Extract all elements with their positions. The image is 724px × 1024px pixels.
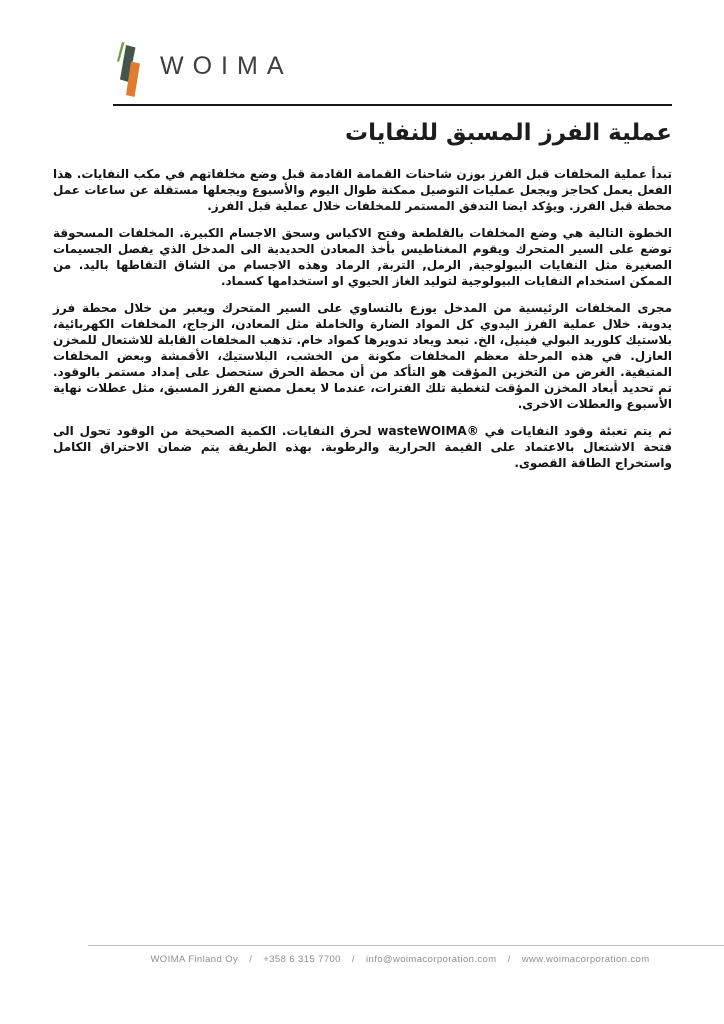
footer-separator: / xyxy=(249,954,253,965)
logo-wordmark: WOIMA xyxy=(160,52,293,80)
paragraph-manual-sorting: مجرى المخلفات الرئيسية من المدخل يوزع بالتساوي على السير المتحرك ويعبر من خلال محطة فرز يدوية. خلال عملية الفرز اليدوي كل المواد الضارة والخاملة مثل المعادن، الزجاج، المخلفات الكهربائية، بلاستيك كلوريد البولي فينيل، الخ. تبعد ويعاد تدويرها كمواد خام. تذهب المخلفات القابلة للاشتعال للمخزن العازل. في هذه المرحلة معظم المخلفات مكونة من الخشب، البلاستيك، الأقمشة وبعض المخلفات المتبقية. الغرض من التخزين المؤقت هو التأكد من أن محطة الحرق ستحصل على إمداد مستمر بالوقود. تم تحديد أبعاد المخزن المؤقت لتغطية تلك الفترات، عندما لا يعمل مصنع الفرز المسبق، مثل عطلات نهاية الأسبوع والعطلات الاخرى. xyxy=(53,301,672,411)
logo-leaf-green xyxy=(117,42,125,62)
header-divider xyxy=(113,104,672,106)
footer-phone: +358 6 315 7700 xyxy=(263,954,341,965)
footer-email: info@woimacorporation.com xyxy=(366,954,497,965)
woima-logo xyxy=(117,42,317,102)
footer-divider xyxy=(88,945,724,946)
footer-company: WOIMA Finland Oy xyxy=(150,954,239,965)
footer-separator: / xyxy=(351,954,355,965)
paragraph-fuel-feeding: ثم يتم تعبئة وقود النفايات في wasteWOIMA®‎ لحرق النفايات. الكمية الصحيحة من الوقود تحول الى فتحة الاشتعال بالاعتماد على القيمة الحرارية والرطوبة. بهذه الطريقة يتم ضمان الاحتراق الكامل واستخراج الطاقة القصوى. xyxy=(53,424,672,470)
woima-logo-icon xyxy=(117,42,147,98)
article xyxy=(53,116,672,482)
footer-contact xyxy=(80,954,720,965)
paragraph-shredding: الخطوة التالية هي وضع المخلفات بالقلطعة وفتح الاكياس وسحق الاجسام الكبيرة. المخلفات المسحوقة توضع على السير المتحرك ويقوم المغناطيس بأخذ المعادن الحديدية الى المدخل الذي يفصل الجسيمات الصغيرة مثل النفايات البيولوجية, الرمل, التربة, الرماد وهذه الاجسام من الشاق التقاطها باليد. من الممكن استخدام النفايات البيولوجية لتوليد الغاز الحيوي او استخدامها كسماد. xyxy=(53,226,672,288)
paragraph-intro: تبدأ عملية المخلفات قبل الفرز بوزن شاحنات القمامة القادمة قبل وضع مخلفاتهم في مكب النفايات. هذا الفعل يعمل كحاجز ويجعل عمليات التوصيل ممكنة طوال اليوم والأسبوع ويجعلها مستقلة عن ساعات عمل محطة قبل الفرز. ويؤكد ايضا التدفق المستمر للمخلفات خلال عملية قبل الفرز. xyxy=(53,167,672,213)
footer-separator: / xyxy=(507,954,511,965)
page-title: عملية الفرز المسبق للنفايات xyxy=(345,120,672,146)
footer-website: www.woimacorporation.com xyxy=(521,954,650,965)
